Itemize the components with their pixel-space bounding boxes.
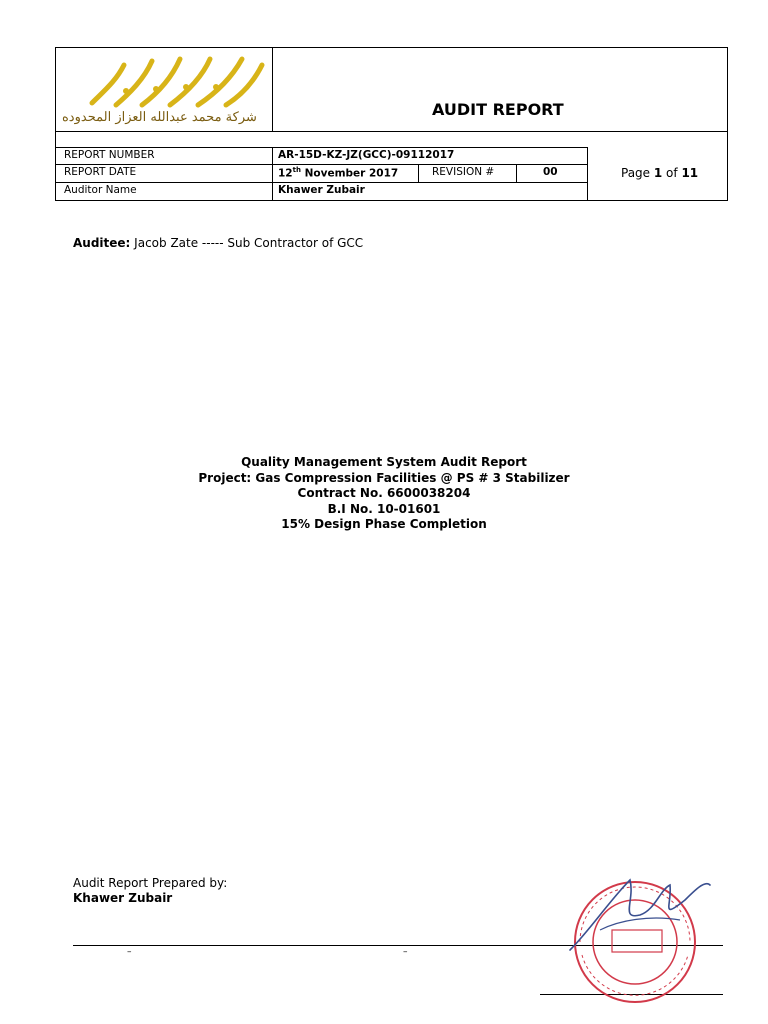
title-cell bbox=[272, 48, 727, 131]
report-summary bbox=[0, 455, 768, 533]
report-title: AUDIT REPORT bbox=[432, 100, 564, 119]
page-number: Page 1 of 11 bbox=[621, 166, 699, 180]
auditor-label: Auditor Name bbox=[64, 184, 137, 196]
summary-project: Project: Gas Compression Facilities @ PS # 3 Stabilizer bbox=[198, 470, 570, 485]
revision-label: REVISION # bbox=[432, 166, 495, 178]
summary-contract: Contract No. 6600038204 bbox=[297, 486, 471, 500]
company-name-arabic: شركة محمد عبدالله العزاز المحدوده bbox=[62, 110, 257, 125]
revision-value: 00 bbox=[543, 166, 558, 178]
line-marker: – bbox=[403, 947, 408, 957]
report-header bbox=[55, 47, 728, 201]
report-number-label: REPORT NUMBER bbox=[64, 149, 155, 161]
auditor-value: Khawer Zubair bbox=[278, 184, 365, 196]
report-date-value: 12th November 2017 bbox=[278, 166, 399, 180]
report-date-label: REPORT DATE bbox=[64, 166, 137, 178]
prepared-name: Khawer Zubair bbox=[73, 891, 173, 905]
summary-title: Quality Management System Audit Report bbox=[241, 455, 527, 469]
prepared-label: Audit Report Prepared by: bbox=[73, 876, 228, 890]
divider bbox=[56, 164, 587, 165]
summary-bi: B.I No. 10-01601 bbox=[327, 501, 441, 516]
company-logo bbox=[86, 51, 266, 109]
prepared-by bbox=[73, 876, 227, 906]
divider bbox=[56, 147, 587, 148]
divider bbox=[56, 131, 727, 132]
divider bbox=[56, 182, 587, 183]
signature-icon bbox=[560, 860, 720, 970]
summary-phase: 15% Design Phase Completion bbox=[281, 517, 487, 531]
divider bbox=[272, 147, 273, 200]
divider bbox=[587, 147, 588, 200]
line-marker: – bbox=[127, 947, 132, 957]
company-logo-cell bbox=[56, 48, 273, 131]
divider bbox=[516, 164, 517, 182]
report-number-value: AR-15D-KZ-JZ(GCC)-09112017 bbox=[278, 149, 455, 161]
auditee-line: Auditee: Jacob Zate ----- Sub Contractor of GCC bbox=[73, 236, 364, 250]
divider bbox=[418, 164, 419, 182]
